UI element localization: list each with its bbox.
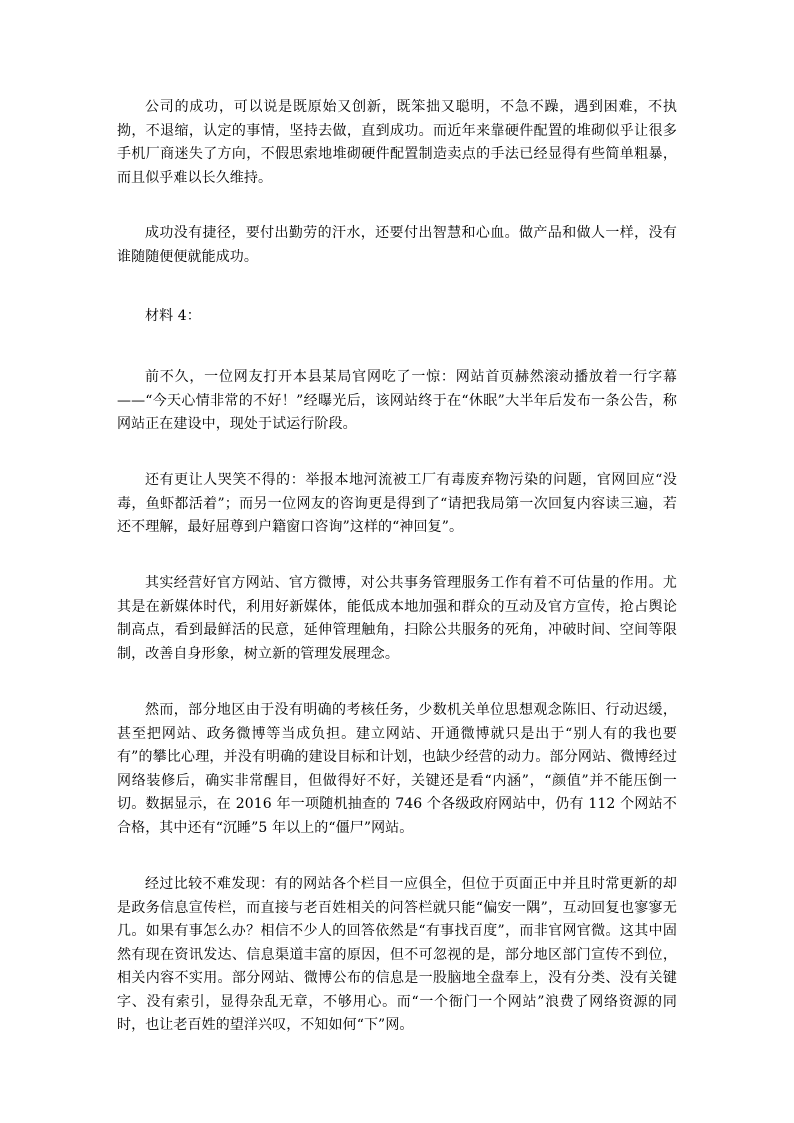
paragraph-absurd-replies: 还有更让人哭笑不得的：举报本地河流被工厂有毒废弃物污染的问题，官网回应“没毒，鱼虾都活着”；而另一位网友的咨询更是得到了“请把我局第一次回复内容读三遍，若还不理解，最好屈尊到户籍窗口咨询”这样的“神回复”。 xyxy=(117,472,677,535)
paragraph-netizen-surprise: 前不久，一位网友打开本县某局官网吃了一惊：网站首页赫然滚动播放着一行字幕——“今天心情非常的不好！”经曝光后，该网站终于在“休眠”大半年后发布一条公告，称网站正在建设中，现处于试运行阶段。 xyxy=(117,369,677,432)
paragraph-lack-of-assessment: 然而，部分地区由于没有明确的考核任务，少数机关单位思想观念陈旧、行动迟缓，甚至把网站、政务微博等当成负担。建立网站、开通微博就只是出于“别人有的我也要有”的攀比心理，并没有明确的建设目标和计划，也缺少经营的动力。部分网站、微博经过网络装修后，确实非常醒目，但做得好不好，关键还是看“内涵”，“颜值”并不能压倒一切。数据显示，在 2016 年一项随机抽查的 746 个各级政府网站中，仍有 112 个网站不合格，其中还有“沉睡”5 年以上的“僵尸”网站。 xyxy=(117,702,677,836)
paragraph-success: 公司的成功，可以说是既原始又创新，既笨拙又聪明，不急不躁，遇到困难，不执拗，不退缩，认定的事情，坚持去做，直到成功。而近年来靠硬件配置的堆砌似乎让很多手机厂商迷失了方向，不假思索地堆砌硬件配置制造卖点的手法已经显得有些简单粗暴，而且似乎难以长久维持。 xyxy=(117,99,677,186)
material-heading: 材料 4： xyxy=(145,308,201,324)
paragraph-no-shortcut: 成功没有捷径，要付出勤劳的汗水，还要付出智慧和心血。做产品和做人一样，没有谁随随便便就能成功。 xyxy=(117,225,677,265)
paragraph-comparison: 经过比较不难发现：有的网站各个栏目一应俱全，但位于页面正中并且时常更新的却是政务信息宣传栏，而直接与老百姓相关的问答栏就只能“偏安一隅”，互动回复也寥寥无几。如果有事怎么办？相信不少人的回答依然是“有事找百度”，而非官网官微。这其中固然有现在资讯发达、信息渠道丰富的原因，但不可忽视的是，部分地区部门宣传不到位，相关内容不实用。部分网站、微博公布的信息是一股脑地全盘奉上，没有分类、没有关键字、没有索引，显得杂乱无章，不够用心。而“一个衙门一个网站”浪费了网络资源的同时，也让老百姓的望洋兴叹，不知如何“下”网。 xyxy=(117,876,677,1033)
paragraph-official-website-value: 其实经营好官方网站、官方微博，对公共事务管理服务工作有着不可估量的作用。尤其是在新媒体时代，利用好新媒体，能低成本地加强和群众的互动及官方宣传，抢占舆论制高点，看到最鲜活的民意，延伸管理触角，扫除公共服务的死角，冲破时间、空间等限制，改善自身形象，树立新的管理发展理念。 xyxy=(117,575,677,662)
